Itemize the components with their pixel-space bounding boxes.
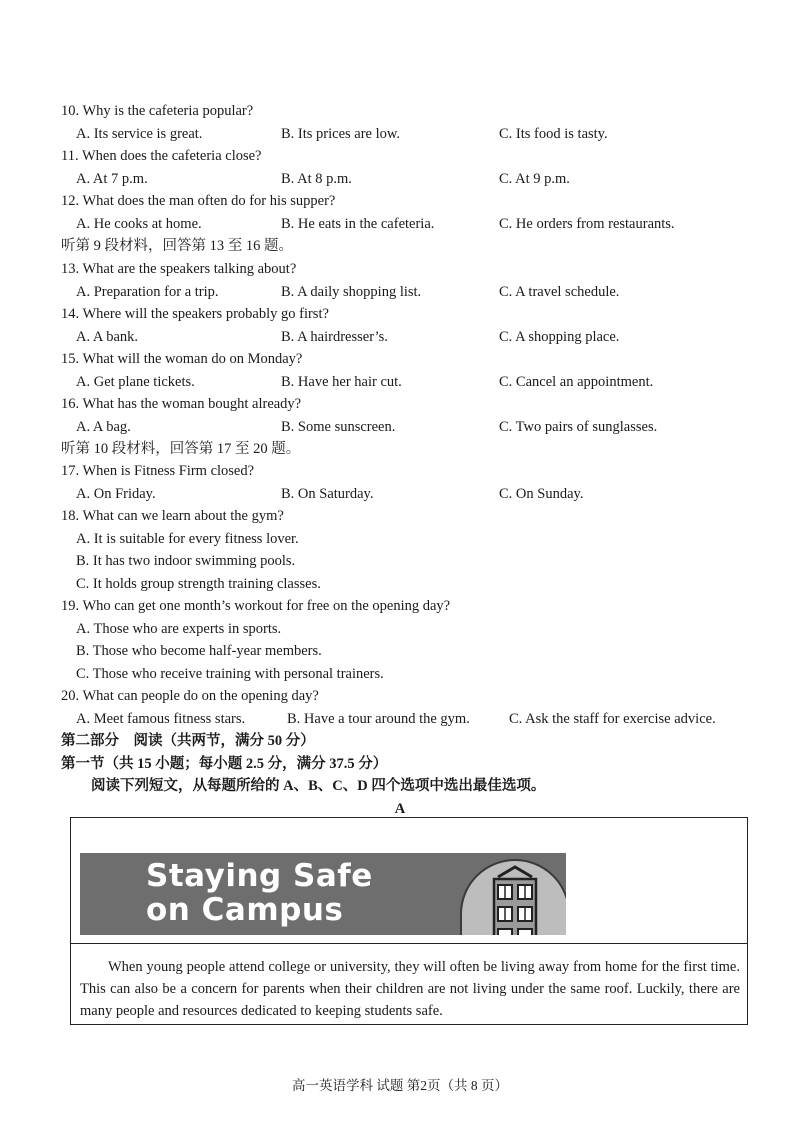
- instruction-material-10: 听第 10 段材料，回答第 17 至 20 题。: [61, 441, 301, 457]
- question-20: 20. What can people do on the opening day?: [61, 688, 319, 704]
- q13-option-a: A. Preparation for a trip.: [76, 284, 219, 300]
- question-18: 18. What can we learn about the gym?: [61, 508, 284, 524]
- passage-paragraph: When young people attend college or university, they will often be living away from home for the first time. This can also be a concern for parents when their children are not living under the same roof. Luckily, there are many people and resources dedicated to keeping students safe.: [80, 959, 740, 1019]
- q16-option-a: A. A bag.: [76, 419, 131, 435]
- question-11: 11. When does the cafeteria close?: [61, 148, 262, 164]
- q10-option-a: A. Its service is great.: [76, 126, 203, 142]
- q13-option-c: C. A travel schedule.: [499, 284, 620, 300]
- q12-option-b: B. He eats in the cafeteria.: [281, 216, 435, 232]
- q16-option-b: B. Some sunscreen.: [281, 419, 396, 435]
- banner-line-2: on Campus: [146, 892, 344, 928]
- q19-option-a: A. Those who are experts in sports.: [76, 621, 282, 637]
- instruction-material-9: 听第 9 段材料，回答第 13 至 16 题。: [61, 238, 293, 254]
- q11-option-b: B. At 8 p.m.: [281, 171, 352, 187]
- q20-option-b: B. Have a tour around the gym.: [287, 711, 470, 727]
- question-17: 17. When is Fitness Firm closed?: [61, 463, 255, 479]
- q19-option-c: C. Those who receive training with personal trainers.: [76, 666, 384, 682]
- part2-title: 第二部分 阅读（共两节，满分 50 分）: [61, 733, 315, 749]
- q10-option-b: B. Its prices are low.: [281, 126, 401, 142]
- q14-option-a: A. A bank.: [76, 329, 139, 345]
- banner-title: [146, 859, 373, 927]
- q10-option-c: C. Its food is tasty.: [499, 126, 608, 142]
- q14-option-b: B. A hairdresser’s.: [281, 329, 388, 345]
- q11-option-a: A. At 7 p.m.: [76, 171, 148, 187]
- question-19: 19. Who can get one month’s workout for free on the opening day?: [61, 598, 451, 614]
- question-16: 16. What has the woman bought already?: [61, 396, 302, 412]
- q19-option-b: B. Those who become half-year members.: [76, 643, 322, 659]
- q13-option-b: B. A daily shopping list.: [281, 284, 422, 300]
- question-15: 15. What will the woman do on Monday?: [61, 351, 303, 367]
- section1-title: 第一节（共 15 小题；每小题 2.5 分，满分 37.5 分）: [61, 756, 388, 772]
- q12-option-c: C. He orders from restaurants.: [499, 216, 675, 232]
- q18-option-b: B. It has two indoor swimming pools.: [76, 553, 296, 569]
- building-icon-graphic: [462, 861, 566, 935]
- q12-option-a: A. He cooks at home.: [76, 216, 202, 232]
- passage-divider: [71, 943, 747, 944]
- q15-option-b: B. Have her hair cut.: [281, 374, 402, 390]
- q16-option-c: C. Two pairs of sunglasses.: [499, 419, 658, 435]
- q20-option-c: C. Ask the staff for exercise advice.: [509, 711, 716, 727]
- question-14: 14. Where will the speakers probably go first?: [61, 306, 329, 322]
- passage-box: [70, 817, 748, 1025]
- q11-option-c: C. At 9 p.m.: [499, 171, 570, 187]
- building-icon: [460, 859, 566, 935]
- page-footer: 高一英语学科 试题 第2页（共 8 页）: [292, 1078, 508, 1093]
- banner-line-1: Staying Safe: [146, 858, 373, 894]
- q17-option-b: B. On Saturday.: [281, 486, 374, 502]
- q17-option-c: C. On Sunday.: [499, 486, 584, 502]
- passage-letter: A: [394, 801, 406, 817]
- q18-option-c: C. It holds group strength training classes.: [76, 576, 321, 592]
- question-12: 12. What does the man often do for his supper?: [61, 193, 336, 209]
- q15-option-c: C. Cancel an appointment.: [499, 374, 654, 390]
- question-10: 10. Why is the cafeteria popular?: [61, 103, 254, 119]
- passage-banner: [80, 853, 566, 935]
- q14-option-c: C. A shopping place.: [499, 329, 620, 345]
- question-13: 13. What are the speakers talking about?: [61, 261, 297, 277]
- q17-option-a: A. On Friday.: [76, 486, 156, 502]
- q18-option-a: A. It is suitable for every fitness lover.: [76, 531, 299, 547]
- q20-option-a: A. Meet famous fitness stars.: [76, 711, 246, 727]
- reading-directions: 阅读下列短文，从每题所给的 A、B、C、D 四个选项中选出最佳选项。: [91, 778, 546, 794]
- q15-option-a: A. Get plane tickets.: [76, 374, 195, 390]
